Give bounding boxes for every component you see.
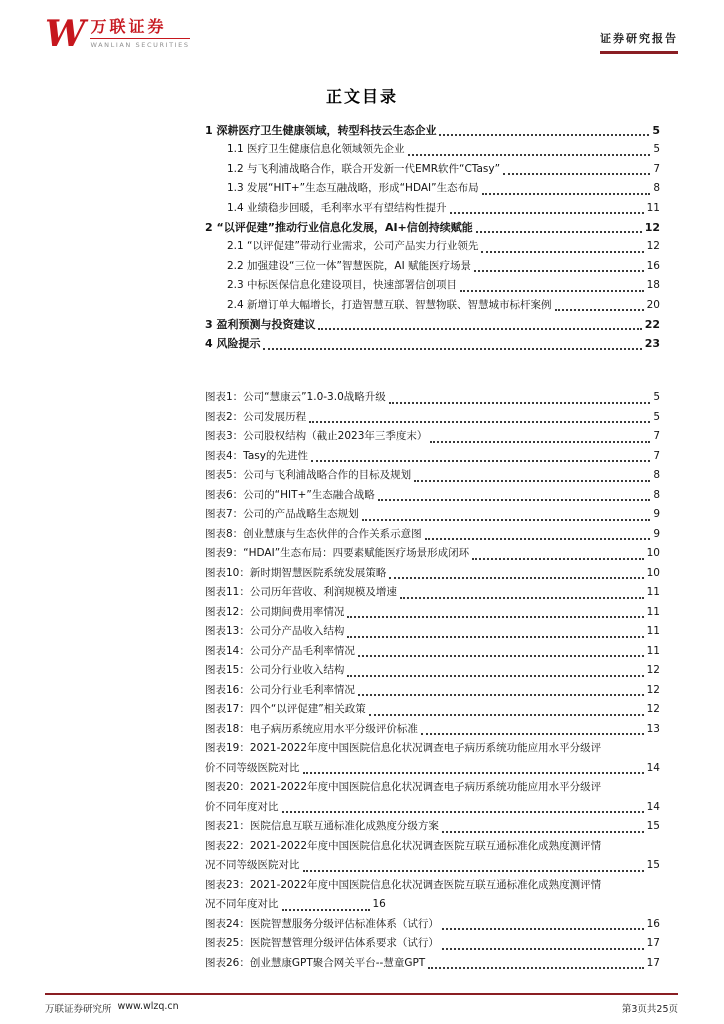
figure-item[interactable] (205, 564, 660, 584)
toc-page-number: 5 (652, 124, 660, 137)
dot-leader (421, 733, 644, 735)
dot-leader (389, 577, 643, 579)
footer-institute: 万联证券研究所 (45, 1004, 112, 1015)
figure-page-number: 14 (646, 800, 660, 813)
figure-item-label: 图表12：公司期间费用率情况 (205, 605, 345, 618)
toc-page-number: 16 (646, 259, 660, 272)
dot-leader (311, 460, 650, 462)
figure-item[interactable] (205, 720, 660, 740)
figure-item-label: 图表4：Tasy的先进性 (205, 449, 308, 462)
dot-leader (408, 154, 651, 156)
dot-leader (347, 636, 643, 638)
figure-item-continuation[interactable] (205, 895, 660, 915)
dot-leader (347, 675, 643, 677)
footer-url[interactable]: www.wlzq.cn (117, 1001, 179, 1012)
dot-leader (503, 173, 650, 175)
figure-item-label: 图表23：2021-2022年度中国医院信息化状况调查医院互联互通标准化成熟度测评情 (205, 878, 602, 891)
figure-item-continuation[interactable] (205, 798, 660, 818)
figure-item[interactable] (205, 544, 660, 564)
toc-item-label: 2.4 新增订单大幅增长，打造智慧互联、智慧物联、智慧城市标杆案例 (227, 298, 552, 311)
figure-item[interactable] (205, 486, 660, 506)
dot-leader (282, 909, 370, 911)
toc-item-label: 2.3 中标医保信息化建设项目，快速部署信创项目 (227, 279, 458, 292)
figure-page-number: 8 (653, 488, 660, 501)
figure-item[interactable] (205, 583, 660, 603)
toc-page-number: 20 (646, 298, 660, 311)
toc-page-number: 18 (646, 279, 660, 292)
toc-item[interactable] (205, 237, 660, 256)
figure-item-continuation[interactable] (205, 759, 660, 779)
toc-item[interactable] (205, 334, 660, 353)
figure-item[interactable] (205, 427, 660, 447)
figure-item-label: 图表21：医院信息互联互通标准化成熟度分级方案 (205, 820, 439, 832)
figure-page-number: 17 (646, 956, 660, 969)
dot-leader (442, 948, 644, 950)
figure-page-number: 9 (653, 527, 660, 540)
figure-item[interactable] (205, 700, 660, 720)
toc-item[interactable] (205, 257, 660, 276)
figure-page-number: 7 (653, 449, 660, 462)
figure-item-label: 图表19：2021-2022年度中国医院信息化状况调查电子病历系统功能应用水平分级评 (205, 742, 602, 754)
dot-leader (309, 421, 650, 423)
dot-leader (263, 348, 641, 350)
figure-item[interactable] (205, 661, 660, 681)
figure-item-label: 图表9：“HDAI”生态布局：四要素赋能医疗场景形成闭环 (205, 547, 470, 559)
figure-page-number: 5 (653, 391, 660, 403)
figure-item-label: 图表26：创业慧康GPT聚合网关平台--慧童GPT (205, 956, 426, 969)
figure-item[interactable] (205, 817, 660, 837)
toc-item[interactable] (205, 276, 660, 295)
figure-list-section (205, 388, 660, 973)
toc-page-number: 12 (646, 240, 660, 253)
figure-item[interactable] (205, 408, 660, 428)
figure-item-label: 图表1：公司“慧康云”1.0-3.0战略升级 (205, 391, 386, 403)
figure-page-number: 15 (646, 820, 660, 832)
figure-item-label: 价不同等级医院对比 (205, 761, 300, 774)
page-title: 正文目录 (325, 87, 398, 106)
dot-leader (474, 270, 644, 272)
dot-leader (430, 441, 650, 443)
toc-item[interactable] (205, 160, 660, 179)
dot-leader (439, 134, 649, 136)
dot-leader (378, 499, 651, 501)
figure-item-label: 图表22：2021-2022年度中国医院信息化状况调查医院互联互通标准化成熟度测评情 (205, 839, 602, 852)
figure-item[interactable] (205, 505, 660, 525)
dot-leader (389, 402, 651, 404)
figure-item[interactable] (205, 525, 660, 545)
toc-item-label: 3 盈利预测与投资建议 (205, 318, 316, 332)
dot-leader (442, 831, 644, 833)
toc-page-number: 11 (646, 201, 660, 214)
dot-leader (282, 811, 644, 813)
page-header (45, 12, 678, 55)
figure-item[interactable] (205, 739, 660, 759)
dot-leader (472, 558, 643, 560)
figure-item[interactable] (205, 915, 660, 935)
figure-item[interactable] (205, 934, 660, 954)
toc-item[interactable] (205, 199, 660, 218)
toc-item-label: 2 “以评促建”推动行业信息化发展，AI+信创持续赋能 (205, 221, 473, 235)
figure-item-label: 图表25：医院智慧管理分级评估体系要求（试行） (205, 937, 439, 949)
figure-page-number: 11 (646, 644, 660, 657)
figure-item-label: 图表13：公司分产品收入结构 (205, 625, 345, 637)
toc-item[interactable] (205, 140, 660, 159)
figure-item-label: 图表17：四个“以评促建”相关政策 (205, 703, 366, 715)
figure-item-label: 图表3：公司股权结构（截止2023年三季度末） (205, 430, 428, 442)
figure-page-number: 12 (646, 683, 660, 696)
figure-item-label: 图表14：公司分产品毛利率情况 (205, 644, 355, 657)
toc-item[interactable] (205, 179, 660, 198)
toc-item-label: 1.4 业绩稳步回暖，毛利率水平有望结构性提升 (227, 201, 447, 214)
figure-item[interactable] (205, 447, 660, 467)
figure-page-number: 13 (646, 722, 660, 735)
dot-leader (555, 309, 644, 311)
figure-item-label: 况不同等级医院对比 (205, 859, 300, 871)
toc-page-number: 7 (653, 162, 660, 175)
toc-item-label: 1.2 与飞利浦战略合作，联合开发新一代EMR软件“CTasy” (227, 162, 501, 175)
toc-item[interactable] (205, 218, 660, 237)
figure-item-label: 图表6：公司的“HIT+”生态融合战略 (205, 488, 375, 501)
figure-item-label: 图表18：电子病历系统应用水平分级评价标准 (205, 722, 418, 735)
figure-item[interactable] (205, 876, 660, 896)
toc-page-number: 8 (653, 182, 660, 195)
logo-text (90, 18, 189, 49)
figure-item[interactable] (205, 681, 660, 701)
toc-item[interactable] (205, 121, 660, 140)
toc-item-label: 4 风险提示 (205, 337, 261, 351)
figure-item[interactable] (205, 603, 660, 623)
dot-leader (400, 597, 644, 599)
dot-leader (425, 538, 651, 540)
figure-page-number: 15 (646, 859, 660, 871)
wanlian-logo (45, 12, 190, 55)
toc-page-number: 5 (653, 143, 660, 156)
figure-item-label: 图表7：公司的产品战略生态规划 (205, 508, 359, 520)
footer-divider (45, 993, 678, 995)
dot-leader (482, 193, 651, 195)
dot-leader (428, 967, 643, 969)
logo-company-name-en: WANLIAN SECURITIES (90, 38, 189, 49)
logo-company-name: 万联证券 (90, 17, 167, 36)
dot-leader (450, 212, 644, 214)
footer-left (45, 1001, 179, 1015)
report-type-underline (600, 51, 678, 54)
figure-item-label: 图表16：公司分行业毛利率情况 (205, 683, 355, 696)
figure-page-number: 12 (646, 703, 660, 715)
toc-item[interactable] (205, 315, 660, 334)
toc-item[interactable] (205, 296, 660, 315)
figure-item-label: 图表5：公司与飞利浦战略合作的目标及规划 (205, 469, 412, 481)
figure-item-label: 图表11：公司历年营收、利润规模及增速 (205, 586, 397, 598)
toc-item-label: 1.1 医疗卫生健康信息化领域领先企业 (227, 143, 405, 156)
figure-item[interactable] (205, 954, 660, 974)
dot-leader (414, 480, 650, 482)
toc-item-label: 2.1 “以评促建”带动行业需求，公司产品实力行业领先 (227, 240, 479, 253)
figure-item[interactable] (205, 778, 660, 798)
figure-item-label: 图表8：创业慧康与生态伙伴的合作关系示意图 (205, 527, 422, 540)
figure-item-label: 图表10：新时期智慧医院系统发展策略 (205, 566, 387, 579)
toc-item-label: 1.3 发展“HIT+”生态互融战略，形成“HDAI”生态布局 (227, 182, 479, 195)
footer-page-indicator: 第3页共25页 (621, 1004, 678, 1015)
figure-page-number: 8 (653, 469, 660, 481)
figure-item-label: 况不同年度对比 (205, 898, 279, 910)
figure-item-label: 图表2：公司发展历程 (205, 410, 307, 423)
figure-item[interactable] (205, 622, 660, 642)
figure-page-number: 7 (653, 430, 660, 442)
figure-page-number: 11 (646, 625, 660, 637)
dot-leader (358, 655, 644, 657)
dot-leader (369, 714, 644, 716)
figure-item-label: 图表15：公司分行业收入结构 (205, 664, 345, 676)
figure-item-continuation[interactable] (205, 856, 660, 876)
figure-item[interactable] (205, 837, 660, 857)
dot-leader (481, 251, 643, 253)
report-type-label: 证券研究报告 (600, 32, 678, 45)
page-footer (45, 1001, 678, 1015)
dot-leader (460, 290, 644, 292)
figure-item[interactable] (205, 642, 660, 662)
figure-page-number: 9 (653, 508, 660, 520)
dot-leader (358, 694, 644, 696)
figure-item-label: 图表20：2021-2022年度中国医院信息化状况调查电子病历系统功能应用水平分级评 (205, 781, 602, 793)
toc-item-label: 1 深耕医疗卫生健康领域，转型科技云生态企业 (205, 124, 437, 137)
figure-item-label: 图表24：医院智慧服务分级评估标准体系（试行） (205, 917, 439, 930)
dot-leader (442, 928, 644, 930)
toc-page-number: 12 (644, 221, 660, 235)
report-type-block (600, 30, 678, 54)
figure-page-number: 11 (646, 605, 660, 618)
figure-page-number: 16 (646, 917, 660, 930)
dot-leader (362, 519, 651, 521)
dot-leader (347, 616, 643, 618)
figure-page-number: 5 (653, 410, 660, 423)
dot-leader (303, 870, 644, 872)
toc-page-number: 23 (644, 337, 660, 351)
dot-leader (476, 231, 642, 233)
logo-w-icon: W (45, 12, 86, 55)
figure-item[interactable] (205, 466, 660, 486)
figure-page-number: 17 (646, 937, 660, 949)
toc-section (205, 121, 660, 354)
figure-item[interactable] (205, 388, 660, 408)
figure-page-number: 10 (646, 566, 660, 579)
toc-page-number: 22 (644, 318, 660, 332)
figure-page-number: 14 (646, 761, 660, 774)
figure-page-number: 12 (646, 664, 660, 676)
figure-page-number: 11 (646, 586, 660, 598)
dot-leader (303, 772, 644, 774)
figure-item-label: 价不同年度对比 (205, 800, 279, 813)
figure-page-number: 16 (372, 898, 386, 910)
dot-leader (318, 328, 641, 330)
toc-item-label: 2.2 加强建设“三位一体”智慧医院，AI 赋能医疗场景 (227, 259, 472, 272)
figure-page-number: 10 (646, 547, 660, 559)
